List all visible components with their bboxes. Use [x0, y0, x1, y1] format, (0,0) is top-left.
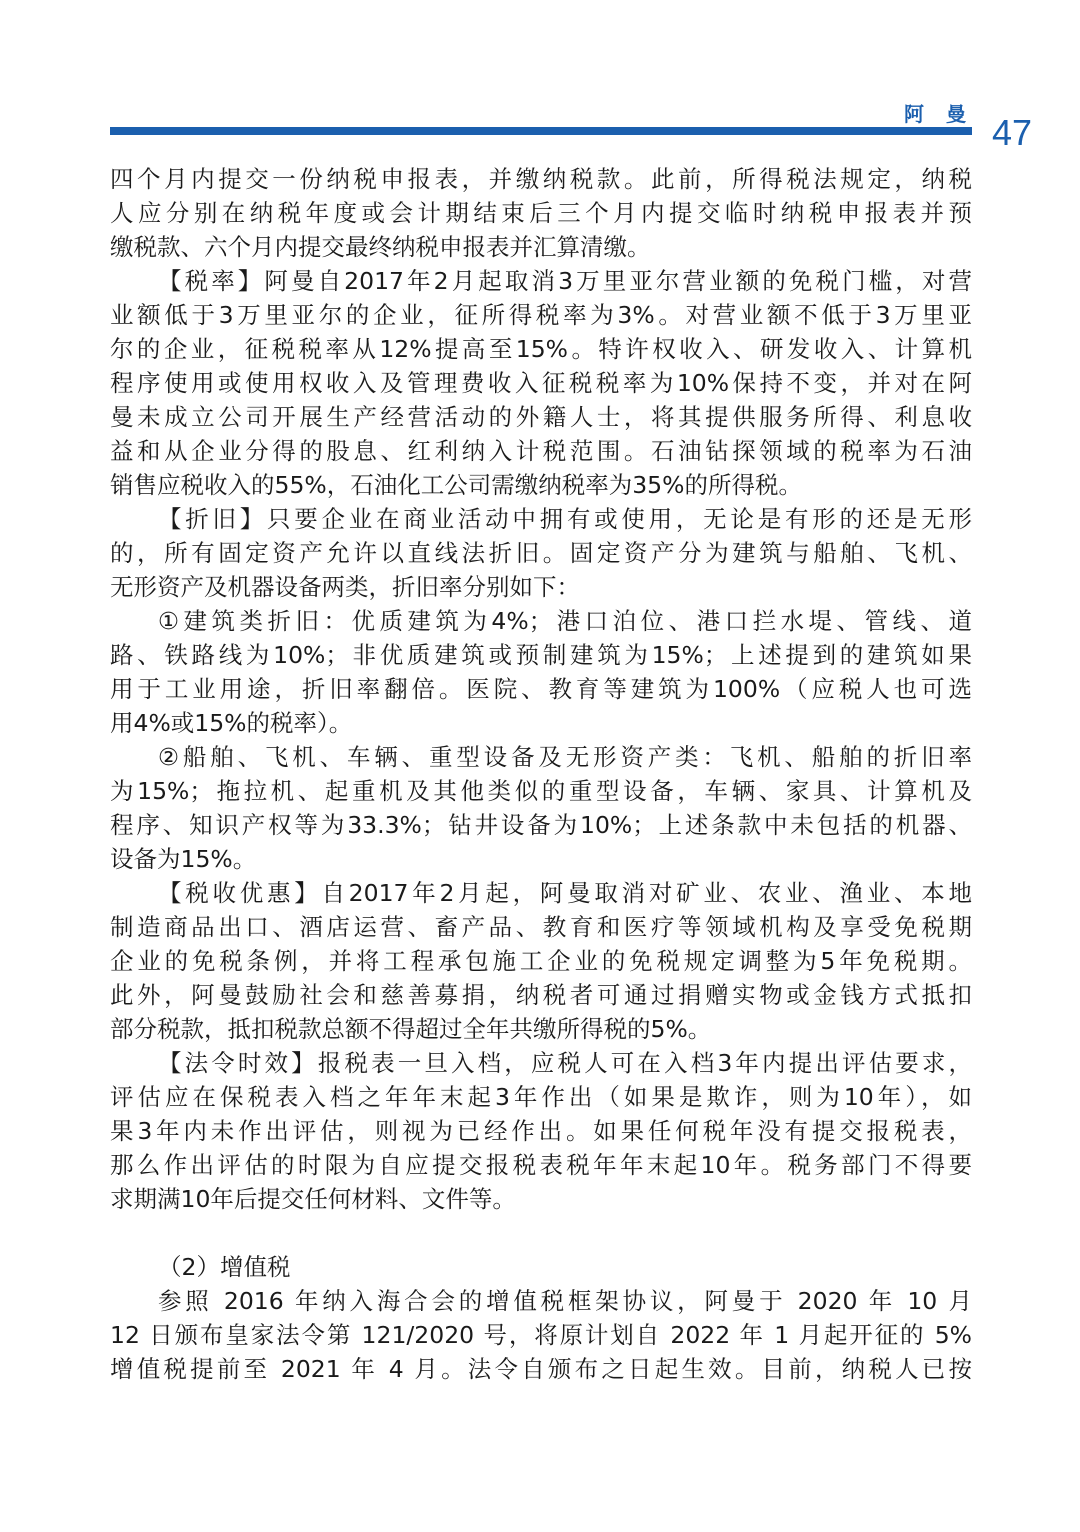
text-line: 【法令时效】报税表一旦入档，应税人可在入档3年内提出评估要求， [158, 1049, 972, 1077]
text-line: 用于工业用途，折旧率翻倍。医院、教育等建筑为100%（应税人也可选 [110, 675, 972, 703]
text-line: 【税收优惠】自2017年2月起，阿曼取消对矿业、农业、渔业、本地 [158, 879, 972, 907]
text-line: 此外，阿曼鼓励社会和慈善募捐，纳税者可通过捐赠实物或金钱方式抵扣 [110, 981, 972, 1009]
text-line: 【折旧】只要企业在商业活动中拥有或使用，无论是有形的还是无形 [158, 505, 972, 533]
text-line: 部分税款，抵扣税款总额不得超过全年共缴所得税的5%。 [110, 1015, 712, 1043]
paragraph-spacer [110, 1216, 972, 1250]
text-line: 企业的免税条例，并将工程承包施工企业的免税规定调整为5年免税期。 [110, 947, 972, 975]
text-line: ②船舶、飞机、车辆、重型设备及无形资产类：飞机、船舶的折旧率 [158, 743, 972, 771]
text-line: 人应分别在纳税年度或会计期结束后三个月内提交临时纳税申报表并预 [110, 199, 972, 227]
text-line: 为15%；拖拉机、起重机及其他类似的重型设备，车辆、家具、计算机及 [110, 777, 972, 805]
text-line: 业额低于3万里亚尔的企业，征所得税率为3%。对营业额不低于3万里亚 [110, 301, 972, 329]
page-number: 47 [992, 112, 1033, 153]
section-heading: （2）增值税 [158, 1253, 291, 1281]
text-line: 的，所有固定资产允许以直线法折旧。固定资产分为建筑与船舶、飞机、 [110, 539, 972, 567]
text-line: 益和从企业分得的股息、红利纳入计税范围。石油钻探领域的税率为石油 [110, 437, 972, 465]
text-line: 那么作出评估的时限为自应提交报税表税年年末起10年。税务部门不得要 [110, 1151, 972, 1179]
text-line: 增值税提前至 2021 年 4 月。法令自颁布之日起生效。目前，纳税人已按 [110, 1355, 972, 1383]
text-line: 缴税款、六个月内提交最终纳税申报表并汇算清缴。 [110, 233, 651, 261]
running-header-country: 阿曼 [904, 102, 988, 126]
text-line: 无形资产及机器设备两类，折旧率分别如下： [110, 573, 580, 601]
body-text [110, 162, 972, 1386]
text-line: 四个月内提交一份纳税申报表，并缴纳税款。此前，所得税法规定，纳税 [110, 165, 972, 193]
text-line: 销售应税收入的55%，石油化工公司需缴纳税率为35%的所得税。 [110, 471, 802, 499]
text-line: 制造商品出口、酒店运营、畜产品、教育和医疗等领域机构及享受免税期 [110, 913, 972, 941]
text-line: 曼未成立公司开展生产经营活动的外籍人士，将其提供服务所得、利息收 [110, 403, 972, 431]
text-line: 尔的企业，征税税率从12%提高至15%。特许权收入、研发收入、计算机 [110, 335, 972, 363]
text-line: 程序、知识产权等为33.3%；钻井设备为10%；上述条款中未包括的机器、 [110, 811, 972, 839]
text-line: 评估应在保税表入档之年年末起3年作出（如果是欺诈，则为10年），如 [110, 1083, 972, 1111]
text-line: 程序使用或使用权收入及管理费收入征税税率为10%保持不变，并对在阿 [110, 369, 972, 397]
text-line: 12 日颁布皇家法令第 121/2020 号，将原计划自 2022 年 1 月起开征的 5% [110, 1321, 972, 1349]
text-line: 果3年内未作出评估，则视为已经作出。如果任何税年没有提交报税表， [110, 1117, 972, 1145]
text-line: 设备为15%。 [110, 845, 257, 873]
text-line: 用4%或15%的税率）。 [110, 709, 353, 737]
header-rule [110, 127, 972, 135]
text-line: 【税率】阿曼自2017年2月起取消3万里亚尔营业额的免税门槛，对营 [158, 267, 972, 295]
text-line: 参照 2016 年纳入海合会的增值税框架协议，阿曼于 2020 年 10 月 [158, 1287, 972, 1315]
text-line: 求期满10年后提交任何材料、文件等。 [110, 1185, 516, 1213]
text-line: 路、铁路线为10%；非优质建筑或预制建筑为15%；上述提到的建筑如果 [110, 641, 972, 669]
text-line: ①建筑类折旧：优质建筑为4%；港口泊位、港口拦水堤、管线、道 [158, 607, 972, 635]
